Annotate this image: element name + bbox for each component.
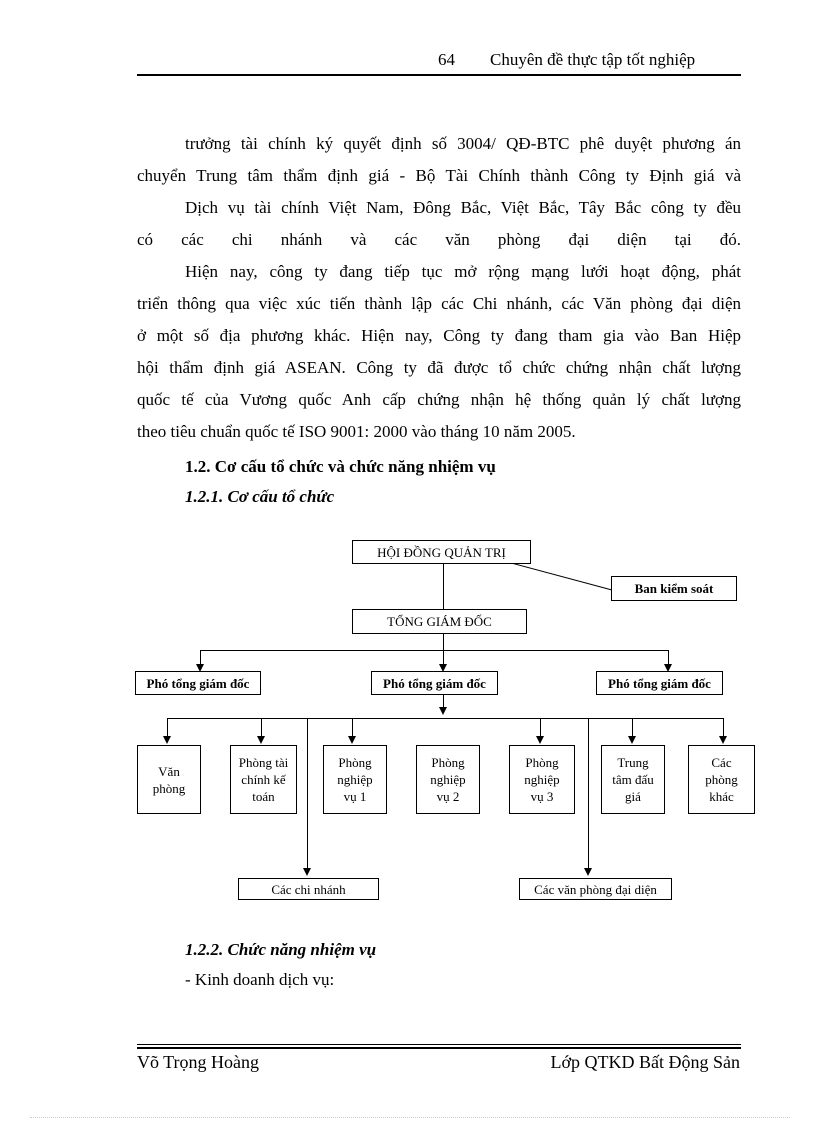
paragraph-line: Dịch vụ tài chính Việt Nam, Đông Bắc, Việt Bắc, Tây Bắc công ty đều xyxy=(185,198,741,217)
arrow-down-icon xyxy=(439,707,447,715)
connector xyxy=(723,718,724,738)
connector xyxy=(540,718,541,738)
paragraph-line: triển thông qua việc xúc tiến thành lập các Chi nhánh, các Văn phòng đại diện xyxy=(137,294,741,313)
deputy-box: Phó tổng giám đốc xyxy=(596,671,723,695)
rep-offices-box: Các văn phòng đại diện xyxy=(519,878,672,900)
subsection-heading-functions: 1.2.2. Chức năng nhiệm vụ xyxy=(185,940,377,959)
header-rule xyxy=(137,74,741,76)
page-edge-dots xyxy=(30,1117,790,1118)
paragraph-line: chuyển Trung tâm thẩm định giá - Bộ Tài Chính thành Công ty Định giá và xyxy=(137,166,741,185)
department-box: Phòng nghiệp vụ 3 xyxy=(509,745,575,814)
arrow-down-icon xyxy=(257,736,265,744)
paragraph-line: trưởng tài chính ký quyết định số 3004/ QĐ-BTC phê duyệt phương án xyxy=(185,134,741,153)
arrow-down-icon xyxy=(163,736,171,744)
paragraph-line: có các chi nhánh và các văn phòng đại diện tại đó. xyxy=(137,230,741,249)
page-number: 64 xyxy=(438,50,455,69)
connector xyxy=(632,718,633,738)
department-box: Phòng nghiệp vụ 2 xyxy=(416,745,480,814)
footer-class: Lớp QTKD Bất Động Sản xyxy=(550,1052,740,1072)
connector xyxy=(588,718,589,870)
connector xyxy=(167,718,724,719)
department-box: Phòng tài chính kế toán xyxy=(230,745,297,814)
department-box: Trung tâm đấu giá xyxy=(601,745,665,814)
connector xyxy=(167,718,168,738)
body-paragraphs xyxy=(137,128,741,448)
supervisory-box: Ban kiểm soát xyxy=(611,576,737,601)
board-box: HỘI ĐỒNG QUẢN TRỊ xyxy=(352,540,531,564)
arrow-down-icon xyxy=(719,736,727,744)
paragraph-line: quốc tế của Vương quốc Anh cấp chứng nhận hệ thống quản lý chất lượng xyxy=(137,390,741,409)
ceo-box: TỔNG GIÁM ĐỐC xyxy=(352,609,527,634)
document-title: Chuyên đề thực tập tốt nghiệp xyxy=(490,50,696,69)
department-box: Văn phòng xyxy=(137,745,201,814)
paragraph-line: Hiện nay, công ty đang tiếp tục mở rộng mạng lưới hoạt động, phát xyxy=(185,262,741,281)
connector xyxy=(443,563,444,612)
subsection-heading-structure: 1.2.1. Cơ cấu tổ chức xyxy=(185,487,335,506)
arrow-down-icon xyxy=(536,736,544,744)
footer-author: Võ Trọng Hoàng xyxy=(137,1052,260,1072)
branches-box: Các chi nhánh xyxy=(238,878,379,900)
paragraph-line: hội thẩm định giá ASEAN. Công ty đã được tổ chức chứng nhận chất lượng xyxy=(137,358,741,377)
footer-rule xyxy=(137,1047,741,1049)
connector xyxy=(261,718,262,738)
arrow-down-icon xyxy=(348,736,356,744)
arrow-down-icon xyxy=(584,868,592,876)
paragraph-line: theo tiêu chuẩn quốc tế ISO 9001: 2000 vào tháng 10 năm 2005. xyxy=(137,422,576,441)
deputy-box: Phó tổng giám đốc xyxy=(371,671,498,695)
list-item: - Kinh doanh dịch vụ: xyxy=(185,970,335,989)
paragraph-line: ở một số địa phương khác. Hiện nay, Công ty đang tham gia vào Ban Hiệp xyxy=(137,326,741,345)
department-box: Các phòng khác xyxy=(688,745,755,814)
connector xyxy=(307,718,308,870)
arrow-down-icon xyxy=(628,736,636,744)
deputy-box: Phó tổng giám đốc xyxy=(135,671,261,695)
footer-rule xyxy=(137,1044,741,1045)
connector xyxy=(200,650,669,651)
section-heading: 1.2. Cơ cấu tổ chức và chức năng nhiệm vụ xyxy=(185,457,496,476)
connector xyxy=(352,718,353,738)
department-box: Phòng nghiệp vụ 1 xyxy=(323,745,387,814)
arrow-down-icon xyxy=(303,868,311,876)
